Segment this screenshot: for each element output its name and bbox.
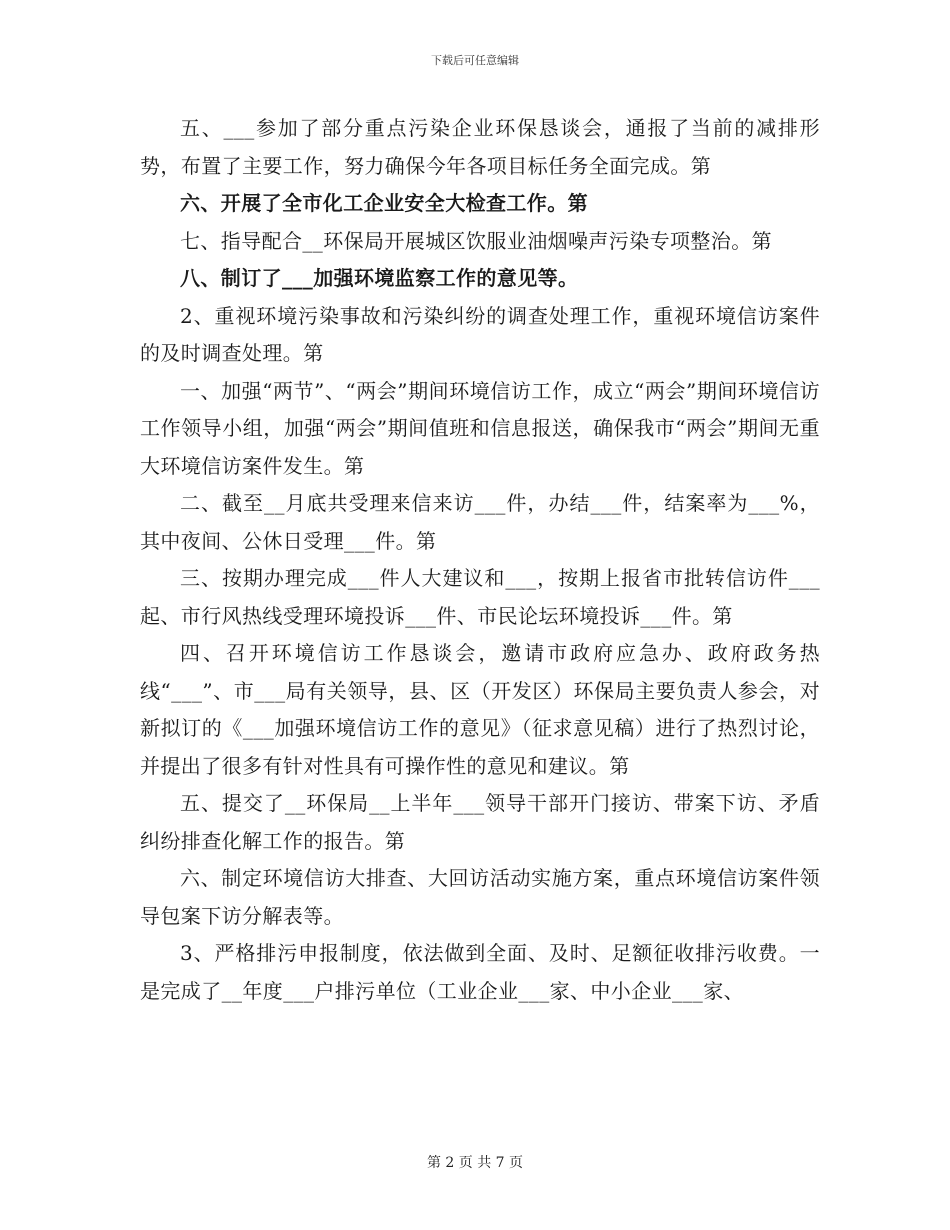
page-header: 下载后可任意编辑 [431, 54, 519, 67]
document-body [140, 110, 820, 1010]
paragraph: 六、开展了全市化工企业安全大检查工作。第 [180, 191, 588, 215]
paragraph: 四、召开环境信访工作恳谈会，邀请市政府应急办、政府政务热线“___”、市___局有关领导，县、区（开发区）环保局主要负责人参会，对新拟订的《___加强环境信访工作的意见》（征求意见稿）进行了热烈讨论，并提出了很多有针对性具有可操作性的意见和建议。第 [140, 641, 820, 778]
paragraph: 三、按期办理完成___件人大建议和___，按期上报省市批转信访件___起、市行风热线受理环境投诉___件、市民论坛环境投诉___件。第 [140, 566, 820, 628]
paragraph: 一、加强“两节”、“两会”期间环境信访工作，成立“两会”期间环境信访工作领导小组，加强“两会”期间值班和信息报送，确保我市“两会”期间无重大环境信访案件发生。第 [140, 378, 820, 478]
page-footer: 第 2 页 共 7 页 [426, 1155, 524, 1171]
paragraph: 七、指导配合__环保局开展城区饮服业油烟噪声污染专项整治。第 [180, 228, 772, 253]
paragraph: 六、制定环境信访大排查、大回访活动实施方案，重点环境信访案件领导包案下访分解表等。 [140, 866, 820, 928]
paragraph: 五、___参加了部分重点污染企业环保恳谈会，通报了当前的减排形势，布置了主要工作，努力确保今年各项目标任务全面完成。第 [140, 116, 820, 178]
paragraph: 八、制订了___加强环境监察工作的意见等。 [180, 266, 579, 290]
paragraph: 二、截至__月底共受理来信来访___件，办结___件，结案率为___%，其中夜间、公休日受理___件。第 [140, 491, 820, 553]
paragraph: 2、重视环境污染事故和污染纠纷的调查处理工作，重视环境信访案件的及时调查处理。第 [140, 303, 820, 365]
paragraph: 3、严格排污申报制度，依法做到全面、及时、足额征收排污收费。一是完成了__年度___户排污单位（工业企业___家、中小企业___家、 [140, 941, 820, 1003]
paragraph: 五、提交了__环保局__上半年___领导干部开门接访、带案下访、矛盾纠纷排查化解工作的报告。第 [140, 791, 820, 853]
